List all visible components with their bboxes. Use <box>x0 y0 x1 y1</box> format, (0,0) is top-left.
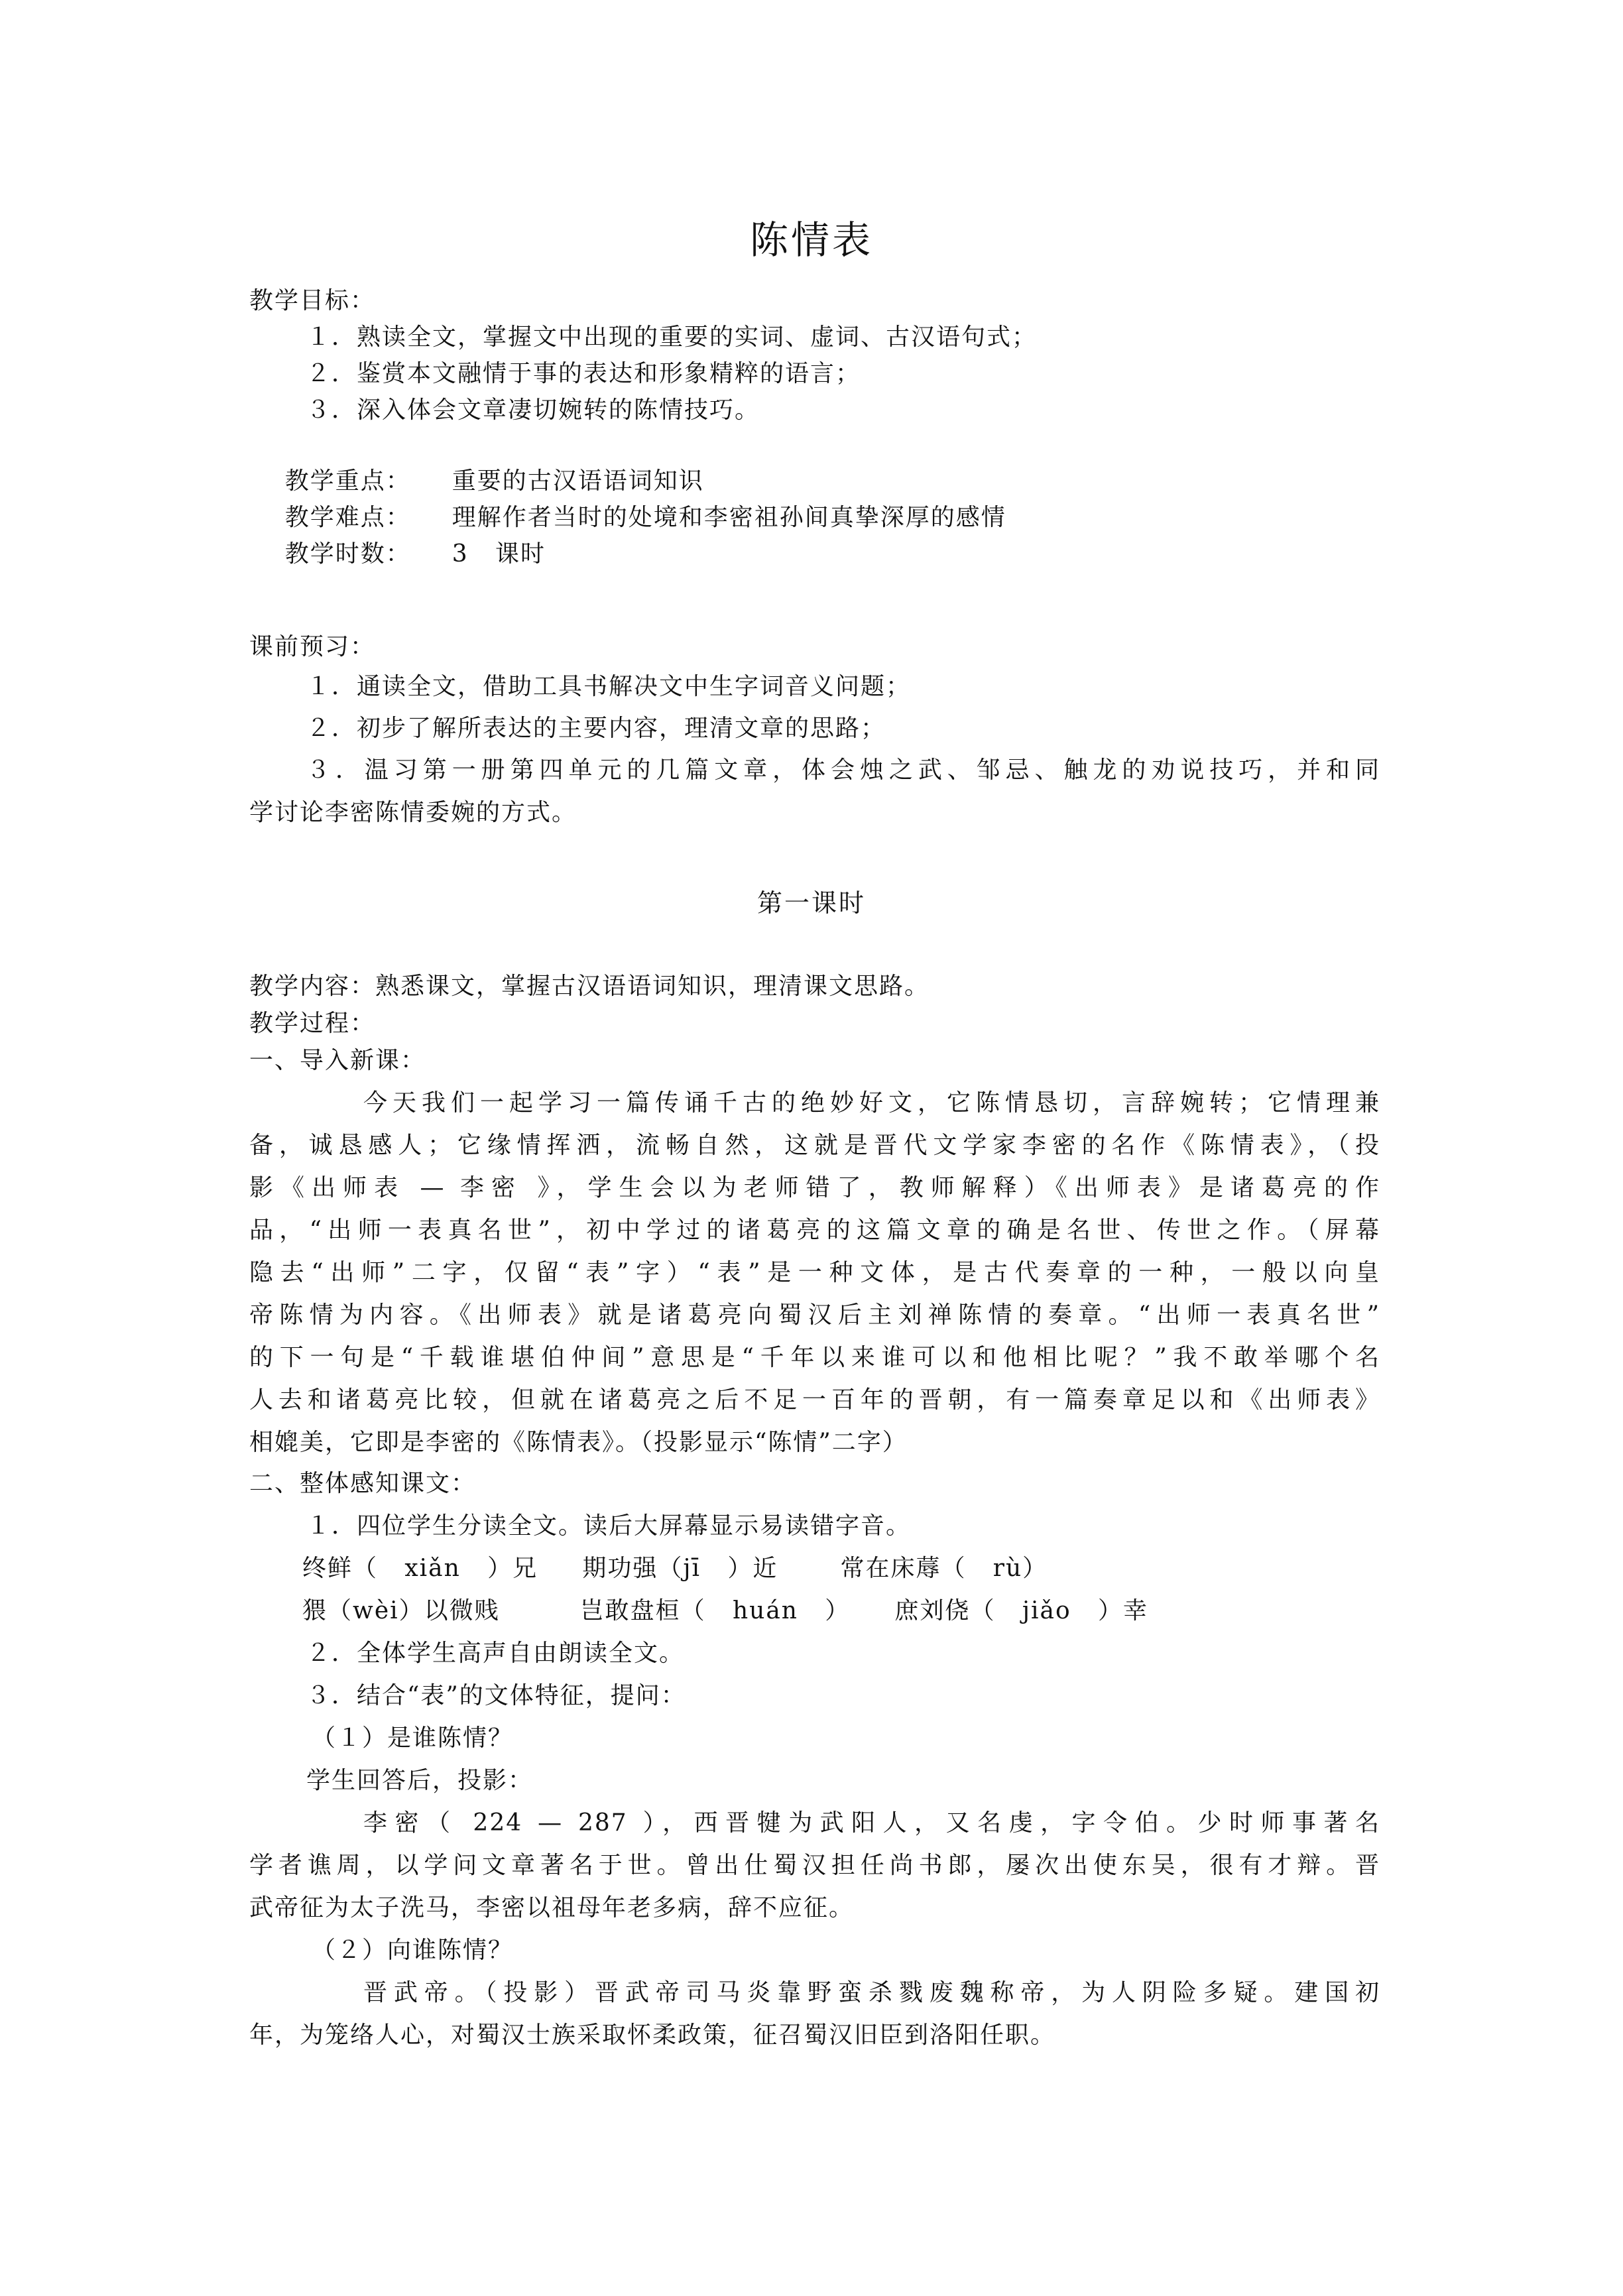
step-item: ３．结合“表”的文体特征，提问： <box>306 1682 686 1709</box>
intro-line: 隐去“出师”二字，仅留“表”字）“表”是一种文体，是古代奏章的一种，一般以向皇 <box>249 1259 1380 1286</box>
hours-row <box>249 503 546 606</box>
objective-item: １．熟读全文，掌握文中出现的重要的实词、虚词、古汉语句式； <box>306 324 1038 351</box>
intro-line: 相媲美，它即是李密的《陈情表》。（投影显示“陈情”二字） <box>249 1429 908 1456</box>
step-item: ２．全体学生高声自由朗读全文。 <box>306 1640 685 1667</box>
preview-item-continued: 学讨论李密陈情委婉的方式。 <box>249 799 577 826</box>
key-point-value: 重要的古汉语语词知识 <box>451 467 704 495</box>
process-heading: 教学过程： <box>249 1010 376 1037</box>
hours-label: 教学时数： <box>284 540 411 568</box>
pronunciation-row: 终鲜（ xiǎn ）兄 期功强（jī ）近 常在床蓐（ rù） <box>302 1555 1048 1582</box>
intro-line: 备，诚恳感人；它缘情挥洒，流畅自然，这就是晋代文学家李密的名作《陈情表》，（投 <box>249 1132 1380 1159</box>
question-note: 学生回答后，投影： <box>306 1767 534 1794</box>
document-title: 陈情表 <box>749 217 873 263</box>
author-bio-line: 武帝征为太子洗马，李密以祖母年老多病，辞不应征。 <box>249 1894 855 1921</box>
preview-item: ３．温习第一册第四单元的几篇文章，体会烛之武、邹忌、触龙的劝说技巧，并和同 <box>306 756 1380 784</box>
section-heading: 一、导入新课： <box>249 1047 426 1074</box>
section-heading: 二、整体感知课文： <box>249 1470 477 1497</box>
intro-line: 人去和诸葛亮比较，但就在诸葛亮之后不足一百年的晋朝，有一篇奏章足以和《出师表》 <box>249 1386 1380 1414</box>
intro-line: 帝陈情为内容。《出师表》就是诸葛亮向蜀汉后主刘禅陈情的奏章。“出师一表真名世” <box>249 1301 1380 1329</box>
preview-heading: 课前预习： <box>249 633 376 660</box>
intro-line: 今天我们一起学习一篇传诵千古的绝妙好文，它陈情恳切，言辞婉转；它情理兼 <box>363 1089 1380 1117</box>
question-item: （２）向谁陈情？ <box>312 1937 514 1964</box>
emperor-line: 年，为笼络人心，对蜀汉士族采取怀柔政策，征召蜀汉旧臣到洛阳任职。 <box>249 2022 1056 2049</box>
preview-item: ２．初步了解所表达的主要内容，理清文章的思路； <box>306 715 886 742</box>
hours-value: 3 课时 <box>451 540 546 568</box>
key-point-label: 教学重点： <box>284 467 411 495</box>
pronunciation-row: 猥（wèi）以微贱 岂敢盘桓（ huán ） 庶刘侥（ jiǎo ）幸 <box>302 1597 1148 1624</box>
intro-line: 的下一句是“千载谁堪伯仲间”意思是“千年以来谁可以和他相比呢？”我不敢举哪个名 <box>249 1344 1380 1371</box>
objectives-heading: 教学目标： <box>249 287 376 314</box>
intro-line: 品，“出师一表真名世”，初中学过的诸葛亮的这篇文章的确是名世、传世之作。（屏幕 <box>249 1217 1380 1244</box>
author-bio-line: 学者谯周，以学问文章著名于世。曾出仕蜀汉担任尚书郎，屡次出使东吴，很有才辩。晋 <box>249 1852 1380 1879</box>
emperor-line: 晋武帝。（投影）晋武帝司马炎靠野蛮杀戮废魏称帝，为人阴险多疑。建国初 <box>363 1979 1380 2006</box>
step-item: １．四位学生分读全文。读后大屏幕显示易读错字音。 <box>306 1512 912 1540</box>
intro-line: 影《出师表 — 李密 》，学生会以为老师错了，教师解释）《出师表》是诸葛亮的作 <box>249 1174 1380 1201</box>
question-item: （１）是谁陈情？ <box>312 1724 514 1752</box>
preview-item: １．通读全文，借助工具书解决文中生字词音义问题； <box>306 673 912 700</box>
author-bio-line: 李密（ 224 — 287 ），西晋犍为武阳人，又名虔，字令伯。少时师事著名 <box>363 1809 1380 1837</box>
lesson-title: 第一课时 <box>756 888 866 918</box>
objective-item: ２．鉴赏本文融情于事的表达和形象精粹的语言； <box>306 360 861 387</box>
difficulty-label: 教学难点： <box>284 504 411 531</box>
difficulty-value: 理解作者当时的处境和李密祖孙间真挚深厚的感情 <box>451 504 1006 531</box>
teaching-content: 教学内容：熟悉课文，掌握古汉语语词知识，理清课文思路。 <box>249 973 930 1000</box>
objective-item: ３．深入体会文章凄切婉转的陈情技巧。 <box>306 396 760 424</box>
